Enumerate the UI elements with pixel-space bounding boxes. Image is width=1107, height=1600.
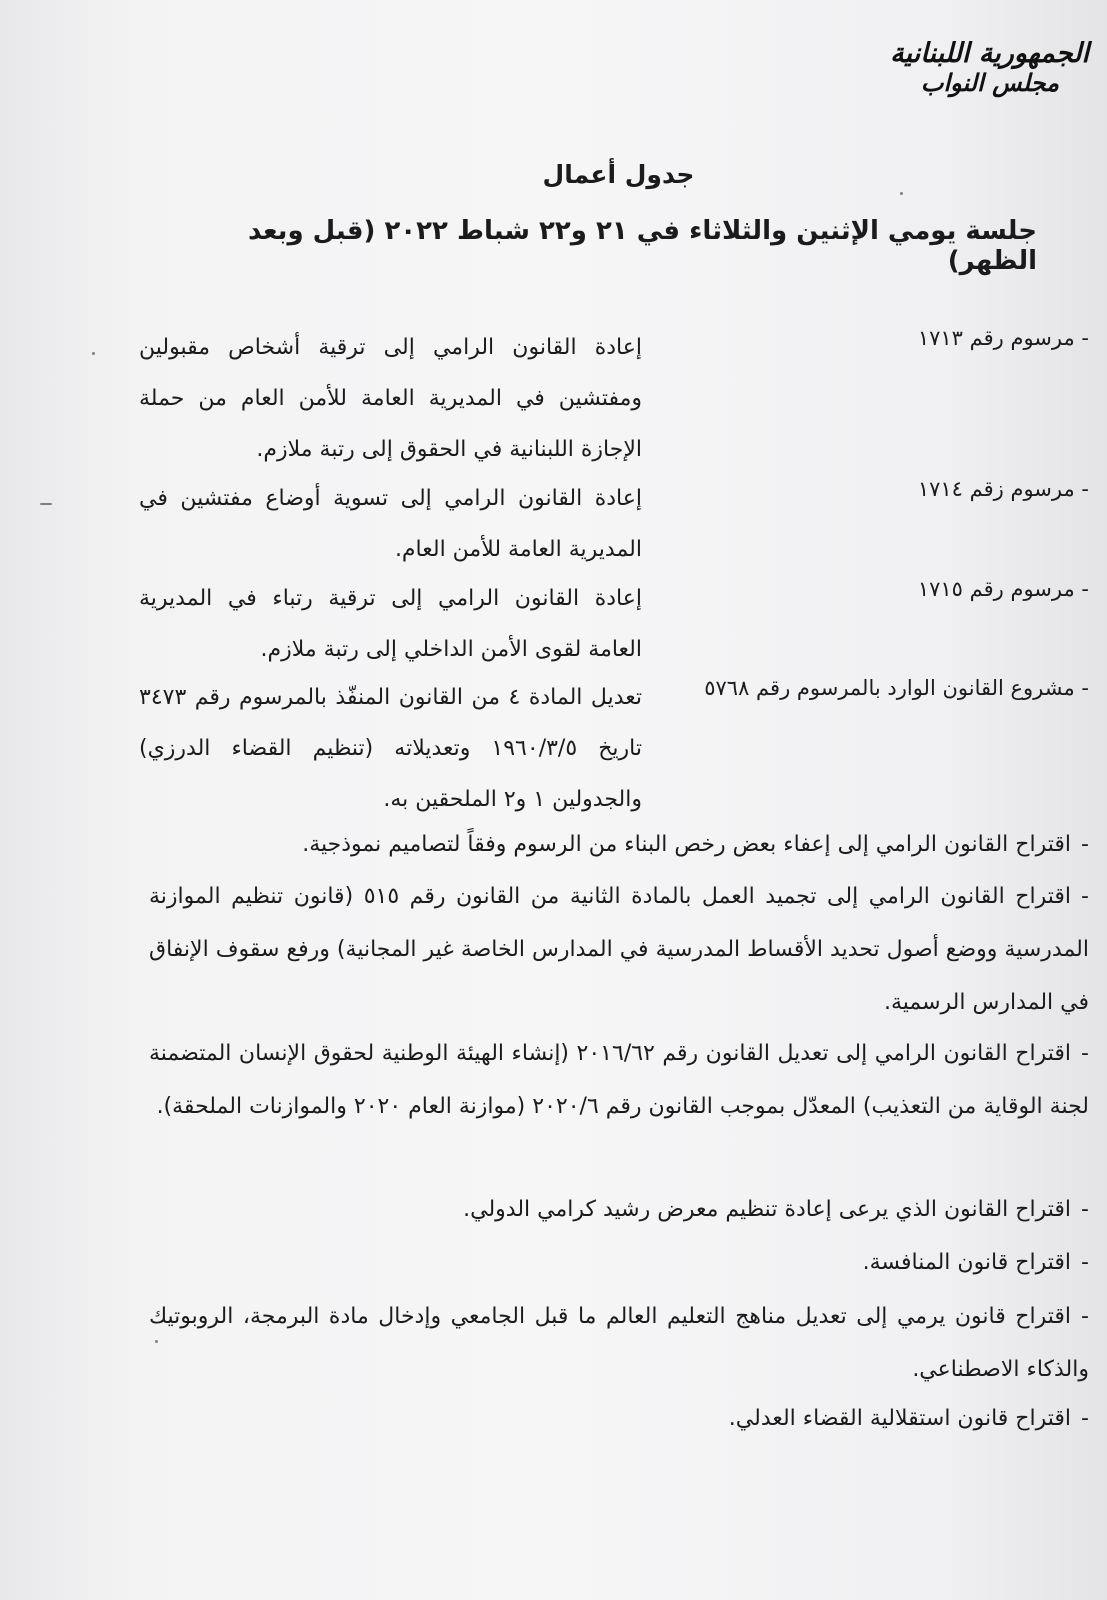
paper-speck xyxy=(155,1340,158,1343)
proposal-item: -اقتراح القانون الذي يرعى إعادة تنظيم معرض رشيد كرامي الدولي. xyxy=(463,1197,1089,1222)
proposal-item: -اقتراح قانون يرمي إلى تعديل مناهج التعليم العالم ما قبل الجامعي وإدخال مادة البرمجة، الروبوتيك والذكاء الاصطناعي. xyxy=(149,1304,1089,1382)
proposal-text: اقتراح قانون يرمي إلى تعديل مناهج التعليم العالم ما قبل الجامعي وإدخال مادة البرمجة، الروبوتيك والذكاء الاصطناعي. xyxy=(149,1304,1089,1382)
decree-label: - مرسوم زقم ١٧١٤ xyxy=(917,477,1089,501)
proposal-text: اقتراح قانون استقلالية القضاء العدلي. xyxy=(728,1406,1071,1431)
decree-label: - مشروع القانون الوارد بالمرسوم رقم ٥٧٦٨ xyxy=(704,676,1089,700)
proposal-item: -اقتراح القانون الرامي إلى تعديل القانون رقم ٢٠١٦/٦٢ (إنشاء الهيئة الوطنية لحقوق الإنسان المتضمنة لجنة الوقاية من التعذيب) المعدّل بموجب القانون رقم ٢٠٢٠/٦ (موازنة العام ٢٠٢٠ والموازنات الملحقة). xyxy=(149,1041,1089,1119)
letterhead-parliament: مجلس النواب xyxy=(920,68,1059,98)
paper-speck xyxy=(40,503,52,505)
proposal-text: اقتراح القانون الذي يرعى إعادة تنظيم معرض رشيد كرامي الدولي. xyxy=(463,1197,1071,1222)
proposal-text: اقتراح قانون المنافسة. xyxy=(862,1250,1071,1275)
decree-label: - مرسوم رقم ١٧١٣ xyxy=(917,326,1089,350)
proposal-item: -اقتراح قانون المنافسة. xyxy=(862,1250,1089,1275)
proposal-item: -اقتراح قانون استقلالية القضاء العدلي. xyxy=(728,1406,1089,1431)
letterhead-republic: الجمهورية اللبنانية xyxy=(890,38,1089,69)
paper-speck xyxy=(92,352,95,355)
decree-description: تعديل المادة ٤ من القانون المنفّذ بالمرسوم رقم ٣٤٧٣ تاريخ ١٩٦٠/٣/٥ وتعديلاته (تنظيم القضاء الدرزي) والجدولين ١ و٢ الملحقين به. xyxy=(139,685,642,812)
decree-description: إعادة القانون الرامي إلى تسوية أوضاع مفتشين في المديرية العامة للأمن العام. xyxy=(139,486,642,562)
session-heading: جلسة يومي الإثنين والثلاثاء في ٢١ و٢٢ شباط ٢٠٢٢ (قبل وبعد الظهر) xyxy=(247,216,1037,276)
proposal-item: -اقتراح القانون الرامي إلى إعفاء بعض رخص البناء من الرسوم وفقاً لتصاميم نموذجية. xyxy=(302,832,1089,857)
decree-description: إعادة القانون الرامي إلى ترقية أشخاص مقبولين ومفتشين في المديرية العامة للأمن العام من حملة الإجازة اللبنانية في الحقوق إلى رتبة ملازم. xyxy=(139,335,642,462)
letterhead xyxy=(869,38,1089,97)
paper-speck xyxy=(900,192,903,195)
proposal-text: اقتراح القانون الرامي إلى تعديل القانون رقم ٢٠١٦/٦٢ (إنشاء الهيئة الوطنية لحقوق الإنسان المتضمنة لجنة الوقاية من التعذيب) المعدّل بموجب القانون رقم ٢٠٢٠/٦ (موازنة العام ٢٠٢٠ والموازنات الملحقة). xyxy=(149,1041,1089,1119)
proposal-text: اقتراح القانون الرامي إلى إعفاء بعض رخص البناء من الرسوم وفقاً لتصاميم نموذجية. xyxy=(302,832,1071,857)
decree-label: - مرسوم رقم ١٧١٥ xyxy=(917,577,1089,601)
decree-description: إعادة القانون الرامي إلى ترقية رتباء في المديرية العامة لقوى الأمن الداخلي إلى رتبة ملازم. xyxy=(139,586,642,662)
page-title: جدول أعمال xyxy=(542,160,695,189)
proposal-item: -اقتراح القانون الرامي إلى تجميد العمل بالمادة الثانية من القانون رقم ٥١٥ (قانون تنظيم الموازنة المدرسية ووضع أصول تحديد الأقساط المدرسية في المدارس الخاصة غير المجانية) ورفع سقوف الإنفاق في المدارس الرسمية. xyxy=(149,884,1089,1015)
proposal-text: اقتراح القانون الرامي إلى تجميد العمل بالمادة الثانية من القانون رقم ٥١٥ (قانون تنظيم الموازنة المدرسية ووضع أصول تحديد الأقساط المدرسية في المدارس الخاصة غير المجانية) ورفع سقوف الإنفاق في المدارس الرسمية. xyxy=(149,884,1089,1015)
